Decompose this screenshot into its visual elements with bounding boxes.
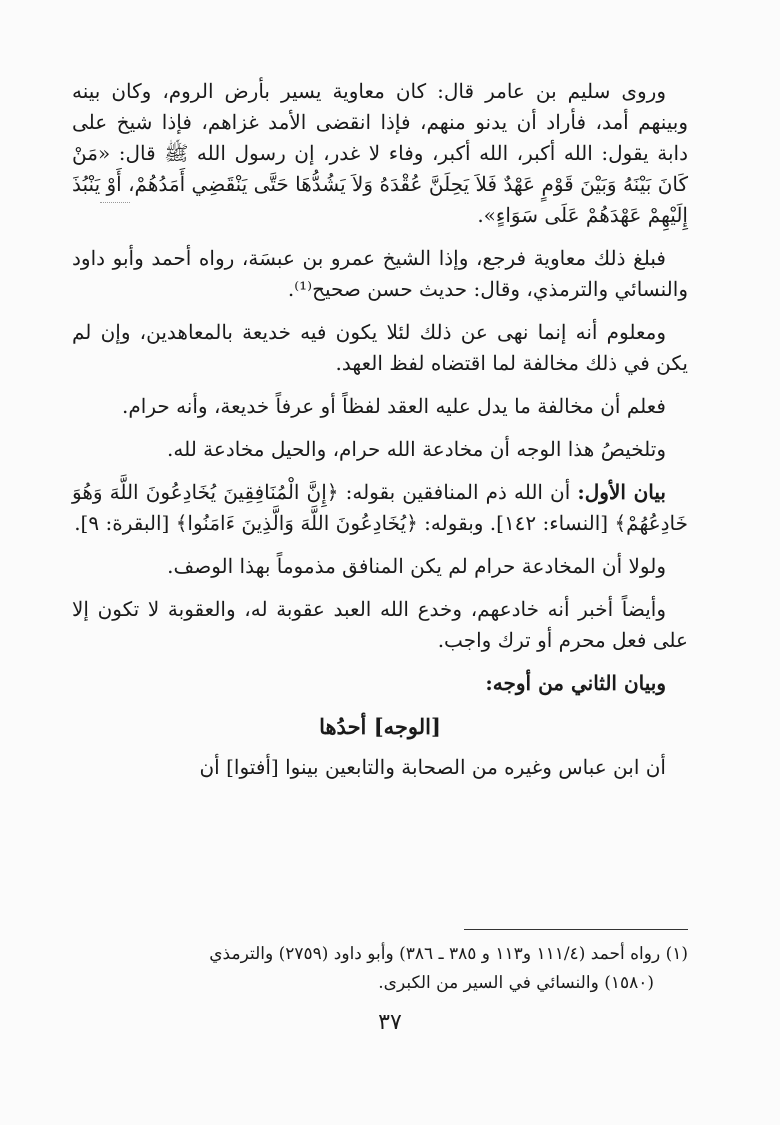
paragraph-3: ومعلوم أنه إنما نهى عن ذلك لئلا يكون فيه خديعة بالمعاهدين، وإن لم يكن في ذلك مخالفة لما اقتضاه لفظ العهد. [72,320,688,375]
paragraph-4: فعلم أن مخالفة ما يدل عليه العقد لفظاً أو عرفاً خديعة، وأنه حرام. [122,394,666,418]
paragraph-1: وروى سليم بن عامر قال: كان معاوية يسير بأرض الروم، وكان بينه وبينهم أمد، فأراد أن يدنو منهم، فإذا انقضى الأمد غزاهم، فإذا شيخ على دابة يقول: الله أكبر، الله أكبر، وفاء لا غدر، إن رسول الله ﷺ قال: «مَنْ كَانَ بَيْنَهُ وَبَيْنَ قَوْمٍ عَهْدٌ فَلاَ يَحِلَنَّ عُقْدَهُ وَلاَ يَشُدُّهَا حَتَّى يَنْقَضِي أَمَدُهُمْ، أَوْ يَنْبُذَ إِلَيْهِمْ عَهْدَهُمْ عَلَى سَوَاءٍ». [72,79,688,227]
paragraph-5: وتلخيصُ هذا الوجه أن مخادعة الله حرام، والحيل مخادعة لله. [167,437,666,461]
paragraph-6 [72,477,688,539]
section-heading: [الوجه] أحدُها [319,714,441,739]
paragraph-6-lead: بيان الأول: [577,480,666,504]
page-number: ٣٧ [378,1010,402,1035]
paragraph-2: فبلغ ذلك معاوية فرجع، وإذا الشيخ عمرو بن عبسَة، رواه أحمد وأبو داود والنسائي والترمذي، وقال: حديث حسن صحيح⁽¹⁾. [72,246,688,301]
paragraph-7: ولولا أن المخادعة حرام لم يكن المنافق مذموماً بهذا الوصف. [167,554,666,578]
paragraph-10: أن ابن عباس وغيره من الصحابة والتابعين بينوا [أفتوا] أن [199,755,666,779]
paragraph-8: وأيضاً أخبر أنه خادعهم، وخدع الله العبد عقوبة له، والعقوبة لا تكون إلا على فعل محرم أو ترك واجب. [72,597,688,652]
footnote-line-1: (١) رواه أحمد (١١١/٤ و١١٣ و ٣٨٥ ـ ٣٨٦) وأبو داود (٢٧٥٩) والترمذي [209,944,688,964]
footnote-rule [464,929,688,930]
paragraph-9: وبيان الثاني من أوجه: [485,671,666,695]
paragraph-6-body: أن الله ذم المنافقين بقوله: ﴿إِنَّ الْمُنَافِقِينَ يُخَادِعُونَ اللَّهَ وَهُوَ خَادِعُهُمْ﴾ [النساء: ١٤٢]. وبقوله: ﴿يُخَادِعُونَ اللَّهَ وَالَّذِينَ ءَامَنُوا﴾ [البقرة: ٩]. [72,480,688,535]
main-text [72,76,688,795]
footnote [72,940,688,998]
footnote-line-2: (١٥٨٠) والنسائي في السير من الكبرى. [378,973,654,993]
